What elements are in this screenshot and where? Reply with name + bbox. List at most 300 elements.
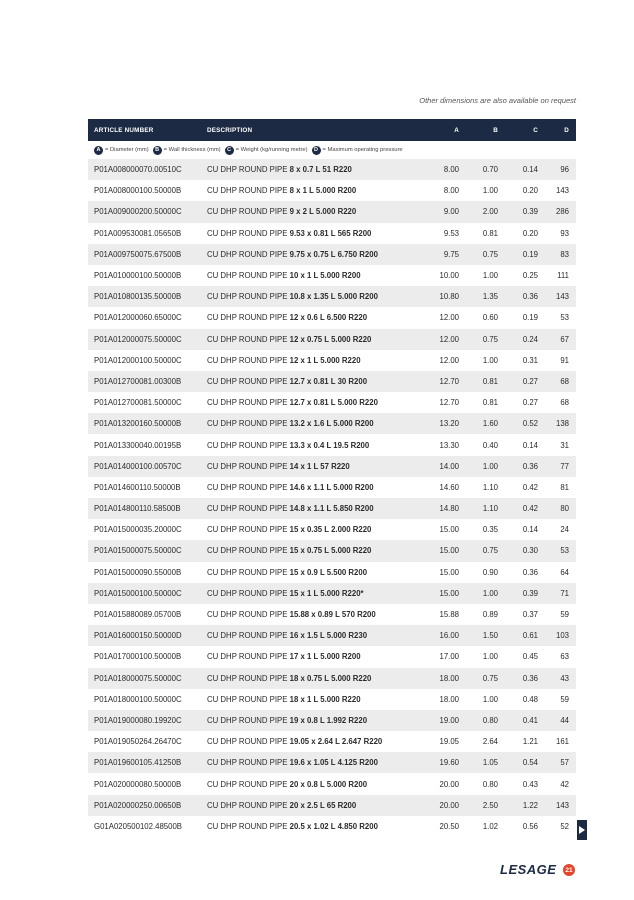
value-cell-c: 0.14 (522, 165, 538, 175)
value-cell-a: 15.00 (439, 546, 459, 556)
value-cell-d: 57 (560, 758, 569, 768)
description-spec: 19.6 x 1.05 L 4.125 R200 (289, 758, 378, 768)
value-cell-d: 77 (560, 461, 569, 471)
description-cell (207, 462, 422, 471)
article-number-cell: P01A012700081.00300B (94, 376, 182, 386)
brand-logo: LESAGE (500, 862, 557, 877)
value-cell-d: 81 (560, 482, 569, 492)
header-description: DESCRIPTION (207, 126, 253, 134)
description-cell (207, 271, 422, 280)
value-cell-c: 0.27 (522, 376, 538, 386)
value-cell-d: 44 (560, 715, 569, 725)
column-legend (88, 141, 576, 159)
table-row (88, 477, 576, 498)
value-cell-d: 161 (555, 737, 569, 747)
value-cell-a: 15.00 (439, 525, 459, 535)
description-cell (207, 568, 422, 577)
description-spec: 17 x 1 L 5.000 R200 (289, 652, 361, 662)
value-cell-d: 53 (560, 313, 569, 323)
description-spec: 19 x 0.8 L 1.992 R220 (289, 715, 368, 725)
description-spec: 12 x 1 L 5.000 R220 (289, 355, 361, 365)
description-spec: 10 x 1 L 5.000 R200 (289, 271, 361, 281)
value-cell-c: 0.42 (522, 504, 538, 514)
table-header (88, 119, 576, 141)
value-cell-b: 0.81 (482, 228, 498, 238)
description-prefix: CU DHP ROUND PIPE (207, 567, 288, 577)
description-cell (207, 165, 422, 174)
description-spec: 15 x 1 L 5.000 R220* (289, 588, 364, 598)
article-number-cell: P01A015000035.20000C (94, 525, 182, 535)
article-number-cell: P01A013200160.50000B (94, 419, 182, 429)
table-row (88, 180, 576, 201)
article-number-cell: P01A015000075.50000C (94, 546, 182, 556)
article-number-cell: P01A009530081.05650B (94, 228, 182, 238)
article-number-cell: P01A014000100.00570C (94, 461, 182, 471)
table-row (88, 816, 576, 837)
description-prefix: CU DHP ROUND PIPE (207, 165, 288, 175)
value-cell-a: 9.00 (443, 207, 459, 217)
value-cell-b: 0.80 (482, 779, 498, 789)
table-row (88, 350, 576, 371)
legend-item (94, 146, 149, 155)
article-number-cell: P01A019000080.19920C (94, 715, 182, 725)
value-cell-d: 91 (560, 355, 569, 365)
value-cell-c: 0.36 (522, 292, 538, 302)
header-a: A (454, 126, 459, 134)
value-cell-d: 138 (555, 419, 569, 429)
value-cell-a: 14.00 (439, 461, 459, 471)
value-cell-d: 143 (555, 800, 569, 810)
value-cell-a: 12.00 (439, 313, 459, 323)
value-cell-d: 53 (560, 546, 569, 556)
value-cell-d: 286 (555, 207, 569, 217)
table-row (88, 773, 576, 794)
value-cell-c: 0.36 (522, 461, 538, 471)
description-prefix: CU DHP ROUND PIPE (207, 398, 288, 408)
description-cell (207, 525, 422, 534)
description-prefix: CU DHP ROUND PIPE (207, 228, 288, 238)
description-cell (207, 674, 422, 683)
value-cell-d: 111 (557, 271, 569, 281)
value-cell-b: 1.50 (482, 631, 498, 641)
description-cell (207, 546, 422, 555)
description-cell (207, 335, 422, 344)
description-spec: 18 x 1 L 5.000 R220 (289, 694, 361, 704)
description-cell (207, 292, 422, 301)
value-cell-b: 1.00 (482, 355, 498, 365)
value-cell-d: 103 (555, 631, 569, 641)
table-row (88, 540, 576, 561)
article-number-cell: P01A014800110.58500B (94, 504, 181, 514)
value-cell-a: 12.70 (439, 376, 459, 386)
description-prefix: CU DHP ROUND PIPE (207, 715, 288, 725)
value-cell-b: 1.00 (482, 694, 498, 704)
description-cell (207, 441, 422, 450)
description-spec: 8 x 0.7 L 51 R220 (289, 165, 352, 175)
description-prefix: CU DHP ROUND PIPE (207, 588, 288, 598)
value-cell-b: 0.75 (482, 546, 498, 556)
table-row (88, 286, 576, 307)
legend-key-badge: D (312, 146, 321, 155)
value-cell-b: 0.75 (482, 673, 498, 683)
table-row (88, 583, 576, 604)
value-cell-d: 68 (560, 376, 569, 386)
value-cell-b: 1.10 (482, 504, 498, 514)
description-cell (207, 737, 422, 746)
value-cell-c: 0.45 (522, 652, 538, 662)
legend-text: = Maximum operating pressure (322, 147, 403, 153)
description-prefix: CU DHP ROUND PIPE (207, 546, 288, 556)
value-cell-a: 17.00 (439, 652, 459, 662)
value-cell-c: 0.27 (522, 398, 538, 408)
description-cell (207, 822, 422, 831)
value-cell-c: 0.61 (522, 631, 538, 641)
description-prefix: CU DHP ROUND PIPE (207, 292, 288, 302)
value-cell-b: 0.60 (482, 313, 498, 323)
description-spec: 15 x 0.9 L 5.500 R200 (289, 567, 368, 577)
value-cell-c: 0.31 (522, 355, 538, 365)
value-cell-c: 0.48 (522, 694, 538, 704)
value-cell-b: 2.64 (482, 737, 498, 747)
description-prefix: CU DHP ROUND PIPE (207, 440, 288, 450)
request-note: Other dimensions are also available on request (419, 96, 576, 105)
value-cell-b: 0.80 (482, 715, 498, 725)
description-prefix: CU DHP ROUND PIPE (207, 249, 288, 259)
description-cell (207, 483, 422, 492)
description-cell (207, 652, 422, 661)
description-prefix: CU DHP ROUND PIPE (207, 376, 288, 386)
value-cell-c: 1.22 (522, 800, 538, 810)
table-row (88, 604, 576, 625)
description-cell (207, 207, 422, 216)
value-cell-c: 0.36 (522, 567, 538, 577)
table-row (88, 710, 576, 731)
description-prefix: CU DHP ROUND PIPE (207, 821, 288, 831)
value-cell-c: 0.30 (522, 546, 538, 556)
description-spec: 15 x 0.35 L 2.000 R220 (289, 525, 372, 535)
value-cell-a: 14.80 (439, 504, 459, 514)
table-row (88, 562, 576, 583)
article-number-cell: P01A012000100.50000C (94, 355, 182, 365)
table-row (88, 223, 576, 244)
legend-text: = Diameter (mm) (105, 147, 149, 153)
header-c: C (533, 126, 538, 134)
value-cell-d: 68 (560, 398, 569, 408)
value-cell-a: 12.00 (439, 355, 459, 365)
value-cell-a: 9.53 (443, 228, 459, 238)
description-cell (207, 377, 422, 386)
value-cell-a: 15.00 (439, 588, 459, 598)
value-cell-a: 20.00 (439, 800, 459, 810)
value-cell-d: 80 (560, 504, 569, 514)
value-cell-b: 1.10 (482, 482, 498, 492)
header-d: D (564, 126, 569, 134)
legend-key-badge: A (94, 146, 103, 155)
value-cell-c: 0.56 (522, 821, 538, 831)
value-cell-c: 0.52 (522, 419, 538, 429)
description-prefix: CU DHP ROUND PIPE (207, 652, 288, 662)
value-cell-b: 1.02 (482, 821, 498, 831)
description-spec: 12 x 0.75 L 5.000 R220 (289, 334, 372, 344)
value-cell-a: 10.00 (439, 271, 459, 281)
article-number-cell: P01A012000075.50000C (94, 334, 182, 344)
description-prefix: CU DHP ROUND PIPE (207, 525, 288, 535)
table-row (88, 307, 576, 328)
value-cell-a: 15.88 (439, 610, 459, 620)
description-spec: 10.8 x 1.35 L 5.000 R200 (289, 292, 378, 302)
value-cell-b: 0.75 (482, 249, 498, 259)
description-spec: 15.88 x 0.89 L 570 R200 (289, 610, 376, 620)
description-spec: 13.2 x 1.6 L 5.000 R200 (289, 419, 374, 429)
description-spec: 18 x 0.75 L 5.000 R220 (289, 673, 372, 683)
table-row (88, 159, 576, 180)
description-prefix: CU DHP ROUND PIPE (207, 800, 288, 810)
value-cell-b: 0.89 (482, 610, 498, 620)
description-spec: 8 x 1 L 5.000 R200 (289, 186, 357, 196)
value-cell-b: 1.00 (482, 186, 498, 196)
description-spec: 9.75 x 0.75 L 6.750 R200 (289, 249, 378, 259)
arrow-right-icon (579, 826, 585, 834)
value-cell-a: 9.75 (443, 249, 459, 259)
value-cell-a: 15.00 (439, 567, 459, 577)
value-cell-b: 0.81 (482, 376, 498, 386)
value-cell-d: 64 (560, 567, 569, 577)
description-prefix: CU DHP ROUND PIPE (207, 673, 288, 683)
article-number-cell: P01A010000100.50000B (94, 271, 182, 281)
value-cell-d: 31 (560, 440, 569, 450)
value-cell-d: 52 (560, 821, 569, 831)
value-cell-a: 19.05 (439, 737, 459, 747)
value-cell-b: 1.60 (482, 419, 498, 429)
description-spec: 20.5 x 1.02 L 4.850 R200 (289, 821, 378, 831)
table-row (88, 731, 576, 752)
value-cell-b: 1.00 (482, 461, 498, 471)
value-cell-b: 2.50 (482, 800, 498, 810)
article-number-cell: P01A017000100.50000B (94, 652, 182, 662)
description-cell (207, 610, 422, 619)
description-cell (207, 716, 422, 725)
value-cell-c: 0.14 (522, 440, 538, 450)
article-number-cell: P01A019600105.41250B (94, 758, 182, 768)
description-spec: 19.05 x 2.64 L 2.647 R220 (289, 737, 383, 747)
value-cell-c: 0.25 (522, 271, 538, 281)
article-number-cell: P01A008000070.00510C (94, 165, 182, 175)
article-number-cell: P01A012700081.50000C (94, 398, 182, 408)
description-spec: 9 x 2 L 5.000 R220 (289, 207, 357, 217)
description-spec: 20 x 0.8 L 5.000 R200 (289, 779, 368, 789)
description-spec: 9.53 x 0.81 L 565 R200 (289, 228, 372, 238)
value-cell-c: 0.39 (522, 588, 538, 598)
description-prefix: CU DHP ROUND PIPE (207, 334, 288, 344)
article-number-cell: P01A015000090.55000B (94, 567, 182, 577)
table-row (88, 392, 576, 413)
value-cell-d: 63 (560, 652, 569, 662)
description-prefix: CU DHP ROUND PIPE (207, 419, 288, 429)
value-cell-b: 0.75 (482, 334, 498, 344)
value-cell-a: 18.00 (439, 673, 459, 683)
article-number-cell: P01A008000100.50000B (94, 186, 182, 196)
value-cell-c: 0.39 (522, 207, 538, 217)
value-cell-a: 12.70 (439, 398, 459, 408)
header-b: B (493, 126, 498, 134)
value-cell-a: 20.50 (439, 821, 459, 831)
description-prefix: CU DHP ROUND PIPE (207, 482, 288, 492)
value-cell-c: 0.20 (522, 228, 538, 238)
table-row (88, 201, 576, 222)
description-cell (207, 780, 422, 789)
table-row (88, 329, 576, 350)
description-prefix: CU DHP ROUND PIPE (207, 355, 288, 365)
value-cell-c: 0.37 (522, 610, 538, 620)
table-row (88, 413, 576, 434)
description-cell (207, 229, 422, 238)
value-cell-b: 1.05 (482, 758, 498, 768)
value-cell-d: 143 (555, 292, 569, 302)
table-row (88, 689, 576, 710)
value-cell-b: 0.90 (482, 567, 498, 577)
legend-item (225, 146, 308, 155)
description-spec: 14.6 x 1.1 L 5.000 R200 (289, 482, 374, 492)
table-row (88, 434, 576, 455)
article-number-cell: P01A010800135.50000B (94, 292, 182, 302)
description-cell (207, 419, 422, 428)
article-number-cell: P01A009750075.67500B (94, 249, 182, 259)
value-cell-b: 0.40 (482, 440, 498, 450)
description-prefix: CU DHP ROUND PIPE (207, 758, 288, 768)
description-cell (207, 504, 422, 513)
description-spec: 13.3 x 0.4 L 19.5 R200 (289, 440, 370, 450)
value-cell-c: 0.24 (522, 334, 538, 344)
table-row (88, 795, 576, 816)
description-cell (207, 758, 422, 767)
value-cell-b: 2.00 (482, 207, 498, 217)
description-prefix: CU DHP ROUND PIPE (207, 737, 288, 747)
value-cell-c: 0.19 (522, 249, 538, 259)
table-row (88, 498, 576, 519)
value-cell-b: 1.00 (482, 588, 498, 598)
article-number-cell: P01A020000080.50000B (94, 779, 182, 789)
value-cell-a: 14.60 (439, 482, 459, 492)
table-row (88, 752, 576, 773)
value-cell-a: 8.00 (443, 165, 459, 175)
table-row (88, 519, 576, 540)
description-prefix: CU DHP ROUND PIPE (207, 779, 288, 789)
value-cell-a: 10.80 (439, 292, 459, 302)
description-prefix: CU DHP ROUND PIPE (207, 207, 288, 217)
value-cell-c: 0.20 (522, 186, 538, 196)
value-cell-c: 0.14 (522, 525, 538, 535)
value-cell-c: 0.43 (522, 779, 538, 789)
description-spec: 20 x 2.5 L 65 R200 (289, 800, 357, 810)
value-cell-a: 19.60 (439, 758, 459, 768)
value-cell-d: 67 (560, 334, 569, 344)
value-cell-c: 0.41 (522, 715, 538, 725)
table-body (88, 159, 576, 837)
article-number-cell: P01A015000100.50000C (94, 588, 182, 598)
description-cell (207, 250, 422, 259)
description-prefix: CU DHP ROUND PIPE (207, 631, 288, 641)
description-prefix: CU DHP ROUND PIPE (207, 694, 288, 704)
value-cell-d: 43 (560, 673, 569, 683)
value-cell-b: 0.35 (482, 525, 498, 535)
description-cell (207, 589, 422, 598)
description-prefix: CU DHP ROUND PIPE (207, 271, 288, 281)
table-row (88, 265, 576, 286)
description-spec: 14.8 x 1.1 L 5.850 R200 (289, 504, 374, 514)
description-spec: 12.7 x 0.81 L 30 R200 (289, 376, 368, 386)
value-cell-a: 20.00 (439, 779, 459, 789)
value-cell-a: 13.30 (439, 440, 459, 450)
value-cell-d: 143 (555, 186, 569, 196)
article-number-cell: P01A018000075.50000C (94, 673, 182, 683)
value-cell-b: 1.00 (482, 271, 498, 281)
article-number-cell: P01A009000200.50000C (94, 207, 182, 217)
legend-text: = Wall thickness (mm) (163, 147, 221, 153)
description-prefix: CU DHP ROUND PIPE (207, 504, 288, 514)
description-spec: 14 x 1 L 57 R220 (289, 461, 350, 471)
value-cell-c: 1.21 (522, 737, 538, 747)
next-page-button[interactable] (577, 820, 587, 840)
value-cell-a: 12.00 (439, 334, 459, 344)
article-number-cell: G01A020500102.48500B (94, 821, 183, 831)
description-cell (207, 695, 422, 704)
legend-text: = Weight (kg/running metre) (235, 147, 308, 153)
value-cell-a: 16.00 (439, 631, 459, 641)
table-row (88, 646, 576, 667)
value-cell-d: 71 (560, 588, 569, 598)
table-row (88, 625, 576, 646)
article-number-cell: P01A020000250.00650B (94, 800, 182, 810)
description-cell (207, 313, 422, 322)
article-number-cell: P01A013300040.00195B (94, 440, 182, 450)
article-number-cell: P01A015880089.05700B (94, 610, 182, 620)
table-row (88, 371, 576, 392)
article-number-cell: P01A012000060.65000C (94, 313, 182, 323)
product-table (88, 119, 576, 837)
description-spec: 12 x 0.6 L 6.500 R220 (289, 313, 368, 323)
value-cell-a: 13.20 (439, 419, 459, 429)
value-cell-d: 93 (560, 228, 569, 238)
value-cell-a: 8.00 (443, 186, 459, 196)
value-cell-b: 0.81 (482, 398, 498, 408)
description-cell (207, 801, 422, 810)
article-number-cell: P01A014600110.50000B (94, 482, 181, 492)
value-cell-d: 59 (560, 694, 569, 704)
value-cell-d: 83 (560, 249, 569, 259)
article-number-cell: P01A019050264.26470C (94, 737, 182, 747)
value-cell-d: 24 (560, 525, 569, 535)
description-prefix: CU DHP ROUND PIPE (207, 186, 288, 196)
value-cell-b: 1.00 (482, 652, 498, 662)
table-row (88, 244, 576, 265)
description-spec: 15 x 0.75 L 5.000 R220 (289, 546, 372, 556)
legend-key-badge: B (153, 146, 162, 155)
legend-item (153, 146, 221, 155)
value-cell-a: 19.00 (439, 715, 459, 725)
value-cell-b: 0.70 (482, 165, 498, 175)
page-number: 21 (563, 864, 575, 876)
value-cell-d: 96 (560, 165, 569, 175)
value-cell-a: 18.00 (439, 694, 459, 704)
legend-key-badge: C (225, 146, 234, 155)
description-spec: 12.7 x 0.81 L 5.000 R220 (289, 398, 378, 408)
header-article-number: ARTICLE NUMBER (94, 126, 154, 134)
value-cell-b: 1.35 (482, 292, 498, 302)
value-cell-c: 0.19 (522, 313, 538, 323)
article-number-cell: P01A016000150.50000D (94, 631, 182, 641)
value-cell-c: 0.36 (522, 673, 538, 683)
description-spec: 16 x 1.5 L 5.000 R230 (289, 631, 368, 641)
